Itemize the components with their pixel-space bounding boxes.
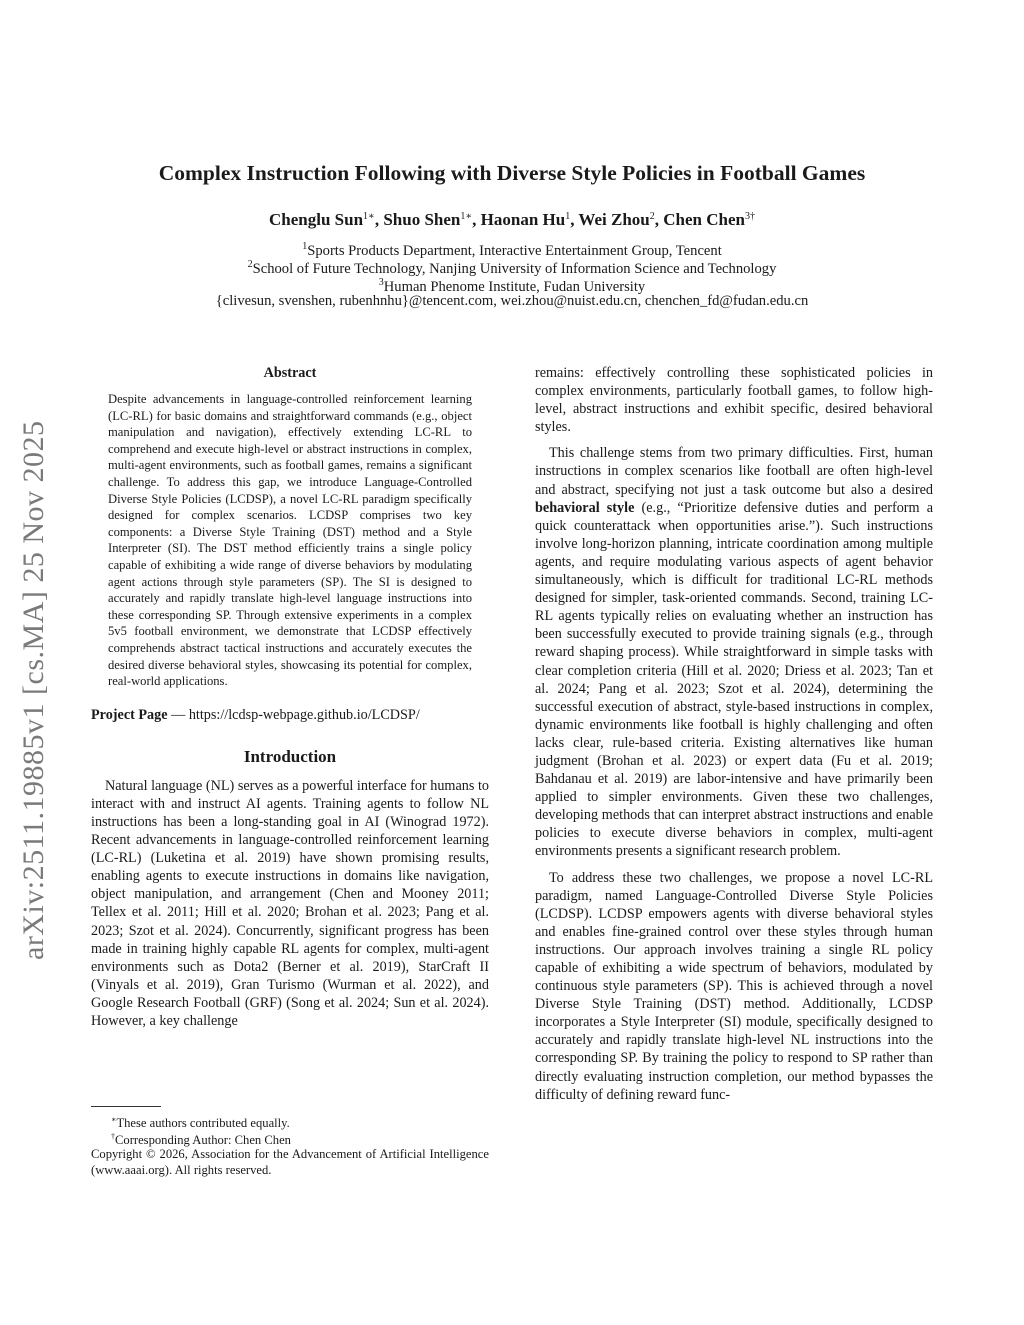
- paragraph-text: This challenge stems from two primary difficulties. First, human instructions in complex scenarios like football are often high-level and abstract, specifying not just a task outcome but also a desired: [535, 445, 933, 498]
- author-name: Chen Chen: [663, 210, 745, 229]
- project-page-link[interactable]: https://lcdsp-webpage.github.io/LCDSP/: [188, 706, 420, 723]
- footnote-mark: †: [111, 1132, 115, 1141]
- project-page: [91, 706, 489, 724]
- author-mark: 3†: [744, 211, 755, 222]
- paper-title: Complex Instruction Following with Diverse Style Policies in Football Games: [158, 161, 866, 185]
- footnote-text: Corresponding Author: Chen Chen: [115, 1133, 291, 1147]
- intro-paragraph-continued: remains: effectively controlling these sophisticated policies in complex environments, particularly football games, to follow high-level, abstract instructions and exhibit specific, desired behavioral styles.: [535, 365, 933, 436]
- intro-paragraph: Natural language (NL) serves as a powerful interface for humans to interact with and instruct AI agents. Training agents to follow NL instructions has been a long-standing goal in AI (Winograd 1972). Recent advancements in language-controlled reinforcement learning (LC-RL) (Luketina et al. 2019) have shown promising results, enabling agents to execute instructions in domains like navigation, object manipulation, and arrangement (Chen and Mooney 2011; Tellex et al. 2011; Hill et al. 2020; Brohan et al. 2023; Pang et al. 2023; Szot et al. 2024). Concurrently, significant progress has been made in training highly capable RL agents for complex, multi-agent environments such as Dota2 (Berner et al. 2019), StarCraft II (Vinyals et al. 2019), Gran Turismo (Wurman et al. 2022), and Google Research Football (GRF) (Song et al. 2024; Sun et al. 2024). However, a key challenge: [91, 777, 489, 1029]
- affiliation-mark: 1: [302, 241, 308, 252]
- footnote-rule: [91, 1106, 161, 1107]
- author-mark: 1: [565, 211, 571, 222]
- footnote-mark: ∗: [111, 1115, 117, 1124]
- affiliation-text: Human Phenome Institute, Fudan University: [383, 279, 646, 295]
- affiliation-text: Sports Products Department, Interactive Entertainment Group, Tencent: [307, 243, 722, 259]
- author-mark: 1∗: [363, 211, 375, 222]
- project-page-label: Project Page: [91, 706, 168, 723]
- paragraph-text: (e.g., “Prioritize defensive duties and perform a quick counterattack when opportunities arise.”). Such instructions involve long-horizon planning, intricate coordination among multiple agents, and require modulating various aspects of agent behavior simultaneously, which is difficult for traditional LC-RL methods designed for simpler, task-oriented commands. Second, training LC-RL agents typically relies on evaluating whether an instruction has been successfully executed to provide training signals (e.g., through reward shaping process). While straightforward in simple tasks with clear completion criteria (Hill et al. 2020; Driess et al. 2023; Tan et al. 2024; Pang et al. 2023; Szot et al. 2024), determining the successful execution of abstract, style-based instructions in complex, dynamic environments like football is highly challenging and often lacks clear, rule-based criteria. Existing alternatives like human judgment (Brohan et al. 2023) or expert data (Fu et al. 2019; Bahdanau et al. 2019) are labor-intensive and have primarily been applied to simpler environments. Given these two challenges, developing methods that can interpret abstract instructions and enable policies to execute diverse behaviors in complex, multi-agent environments presents a significant research problem.: [535, 499, 933, 860]
- arxiv-stamp: arXiv:2511.19885v1 [cs.MA] 25 Nov 2025: [17, 420, 50, 960]
- author-list: Chenglu Sun$^{1∗}$, Shuo Shen$^{1∗}$, Haonan Hu$^1$, Wei Zhou$^2$, Chen Chen$^{3\dagger}$: [269, 210, 755, 229]
- project-page-separator: —: [167, 706, 189, 723]
- abstract-text: Despite advancements in language-controlled reinforcement learning (LC-RL) for basic domains and straightforward commands (e.g., object manipulation and navigation), effectively extending LC-RL to comprehend and execute high-level or abstract instructions in complex, multi-agent environments, such as football games, remains a significant challenge. To address this gap, we introduce Language-Controlled Diverse Style Policies (LCDSP), a novel LC-RL paradigm specifically designed for complex scenarios. LCDSP comprises two key components: a Diverse Style Training (DST) method and a Style Interpreter (SI). The DST method efficiently trains a single policy capable of exhibiting a wide range of diverse behaviors by modulating agent actions through style parameters (SP). The SI is designed to accurately and rapidly translate high-level language instructions into these corresponding SP. Through extensive experiments in a complex 5v5 football environment, we demonstrate that LCDSP effectively comprehends abstract tactical instructions and accurately executes the desired diverse behavioral styles, showcasing its potential for complex, real-world applications.: [108, 392, 472, 689]
- affiliation-text: School of Future Technology, Nanjing University of Information Science and Technology: [252, 261, 777, 277]
- abstract-heading: Abstract: [263, 365, 317, 381]
- affiliation-mark: 3: [378, 277, 384, 288]
- author-name: Wei Zhou: [578, 210, 650, 229]
- author-mark: 2: [649, 211, 655, 222]
- author-name: Shuo Shen: [383, 210, 461, 229]
- author-name: Haonan Hu: [480, 210, 566, 229]
- author-mark: 1∗: [460, 211, 473, 222]
- affiliation-mark: 2: [247, 259, 253, 270]
- right-column: [535, 364, 933, 1104]
- emphasized-term: behavioral style: [535, 499, 635, 516]
- author-name: Chenglu Sun: [269, 210, 364, 229]
- introduction-heading: Introduction: [243, 746, 337, 766]
- intro-paragraph: To address these two challenges, we propose a novel LC-RL paradigm, named Language-Controlled Diverse Style Policies (LCDSP). LCDSP empowers agents with diverse behavioral styles and enables fine-grained control over these styles through human instructions. Our approach involves training a single RL policy capable of exhibiting a wide spectrum of behaviors, modulated by continuous style parameters (SP). This is achieved through a novel Diverse Style Training (DST) method. Additionally, LCDSP incorporates a Style Interpreter (SI) module, specifically designed to accurately and rapidly translate high-level NL instructions into the corresponding SP. By training the policy to respond to SP rather than directly evaluating instruction completion, our method bypasses the difficulty of defining reward func-: [535, 869, 933, 1103]
- footnote-text: These authors contributed equally.: [116, 1116, 290, 1130]
- left-column: [91, 364, 489, 1030]
- author-emails: {clivesun, svenshen, rubenhnhu}@tencent.com, wei.zhou@nuist.edu.cn, chenchen_fd@fudan.edu.cn: [215, 293, 809, 309]
- copyright-notice: Copyright © 2026, Association for the Advancement of Artificial Intelligence (www.aaai.org). All rights reserved.: [91, 1147, 489, 1177]
- intro-paragraph: [535, 444, 933, 860]
